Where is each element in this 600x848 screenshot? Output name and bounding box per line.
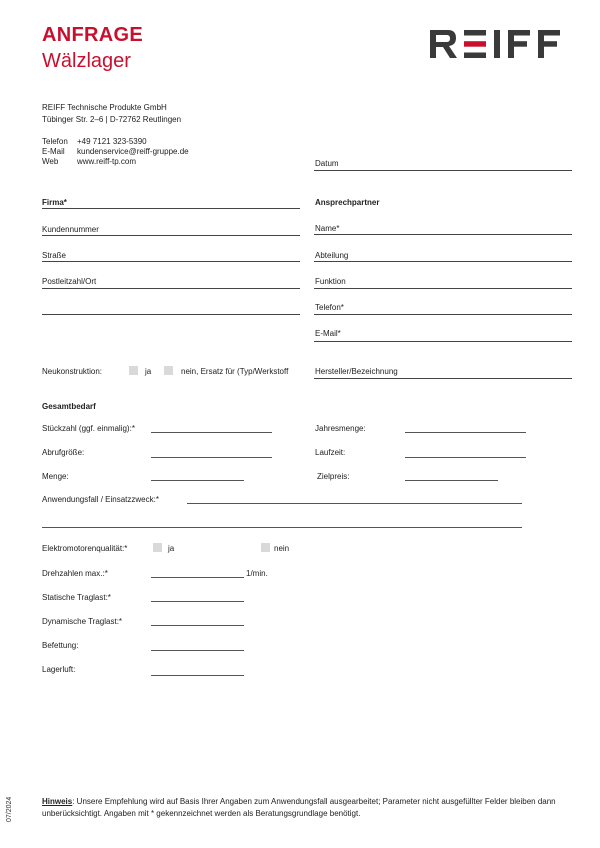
menge-label: Menge: (42, 472, 69, 481)
telefon-field[interactable] (314, 314, 572, 315)
name-field[interactable] (314, 234, 572, 235)
befettung-field[interactable] (151, 650, 244, 651)
neukonstruktion-label: Neukonstruktion: (42, 367, 103, 376)
elektromotor-ja-label: ja (168, 544, 175, 553)
kundennummer-field[interactable] (42, 235, 300, 236)
strasse-field[interactable] (42, 261, 300, 262)
neukonstruktion-ja-label: ja (145, 367, 152, 376)
form-subtitle: Wälzlager (42, 50, 131, 72)
elektromotor-nein-checkbox[interactable] (261, 543, 270, 552)
version-code: 07/2024 (6, 796, 13, 822)
anwendungsfall-label: Anwendungsfall / Einsatzzweck:* (42, 495, 159, 504)
jahresmenge-label: Jahresmenge: (315, 424, 366, 433)
befettung-label: Befettung: (42, 641, 79, 650)
date-field[interactable] (314, 170, 572, 171)
name-label: Name* (315, 224, 340, 233)
anwendungsfall-field-2[interactable] (42, 527, 522, 528)
web-label: Web (42, 157, 59, 166)
form-title: ANFRAGE (42, 24, 143, 46)
neukonstruktion-nein-label: nein, Ersatz für (Typ/Werkstoff (181, 367, 289, 376)
funktion-label: Funktion (315, 277, 346, 286)
abteilung-field[interactable] (314, 261, 572, 262)
statische-traglast-field[interactable] (151, 601, 244, 602)
laufzeit-field[interactable] (405, 457, 526, 458)
elektromotor-label: Elektromotorenqualität:* (42, 544, 128, 553)
ansprechpartner-label: Ansprechpartner (315, 198, 380, 207)
hint-note (42, 796, 574, 820)
phone-label: Telefon (42, 137, 68, 146)
phone-value: +49 7121 323-5390 (77, 137, 147, 146)
funktion-field[interactable] (314, 288, 572, 289)
email-value[interactable]: kundenservice@reiff-gruppe.de (77, 147, 189, 156)
telefon-label: Telefon* (315, 303, 344, 312)
firma-label: Firma* (42, 198, 67, 207)
lagerluft-field[interactable] (151, 675, 244, 676)
zielpreis-label: Zielpreis: (317, 472, 350, 481)
dynamische-traglast-label: Dynamische Traglast:* (42, 617, 123, 626)
contact-email-field[interactable] (314, 341, 572, 342)
statische-traglast-label: Statische Traglast:* (42, 593, 111, 602)
jahresmenge-field[interactable] (405, 432, 526, 433)
hersteller-field[interactable] (314, 378, 572, 379)
plz-ort-label: Postleitzahl/Ort (42, 277, 97, 286)
date-label: Datum (315, 159, 339, 168)
zielpreis-field[interactable] (405, 480, 498, 481)
web-value[interactable]: www.reiff-tp.com (77, 157, 136, 166)
laufzeit-label: Laufzeit: (315, 448, 346, 457)
hint-label: Hinweis (42, 797, 73, 806)
abrufgroesse-label: Abrufgröße: (42, 448, 85, 457)
neukonstruktion-nein-checkbox[interactable] (164, 366, 173, 375)
reiff-logo (428, 26, 572, 62)
neukonstruktion-ja-checkbox[interactable] (129, 366, 138, 375)
plz-ort-field[interactable] (42, 288, 300, 289)
email-label: E-Mail (42, 147, 65, 156)
menge-field[interactable] (151, 480, 244, 481)
drehzahlen-unit: 1/min. (246, 569, 268, 578)
stueckzahl-field[interactable] (151, 432, 272, 433)
elektromotor-ja-checkbox[interactable] (153, 543, 162, 552)
company-name: REIFF Technische Produkte GmbH (42, 103, 167, 112)
hersteller-label: Hersteller/Bezeichnung (315, 367, 398, 376)
strasse-label: Straße (42, 251, 67, 260)
address-extra-field[interactable] (42, 314, 300, 315)
firma-field[interactable] (42, 208, 300, 209)
abteilung-label: Abteilung (315, 251, 349, 260)
kundennummer-label: Kundennummer (42, 225, 99, 234)
company-address: Tübinger Str. 2–6 | D-72762 Reutlingen (42, 115, 182, 124)
contact-email-label: E-Mail* (315, 329, 341, 338)
gesamtbedarf-heading: Gesamtbedarf (42, 402, 96, 411)
drehzahlen-label: Drehzahlen max.:* (42, 569, 108, 578)
elektromotor-nein-label: nein (274, 544, 290, 553)
hint-text: : Unsere Empfehlung wird auf Basis Ihrer Angaben zum Anwendungsfall ausgearbeitet; Parameter nicht ausgefüllter Felder bleiben dann unberücksichtigt. Angaben mit * gekennzeichnet werden als Beratungsgrundlage benötigt. (42, 797, 556, 818)
anwendungsfall-field[interactable] (187, 503, 522, 504)
dynamische-traglast-field[interactable] (151, 625, 244, 626)
abrufgroesse-field[interactable] (151, 457, 272, 458)
lagerluft-label: Lagerluft: (42, 665, 76, 674)
drehzahlen-field[interactable] (151, 577, 244, 578)
stueckzahl-label: Stückzahl (ggf. einmalig):* (42, 424, 135, 433)
